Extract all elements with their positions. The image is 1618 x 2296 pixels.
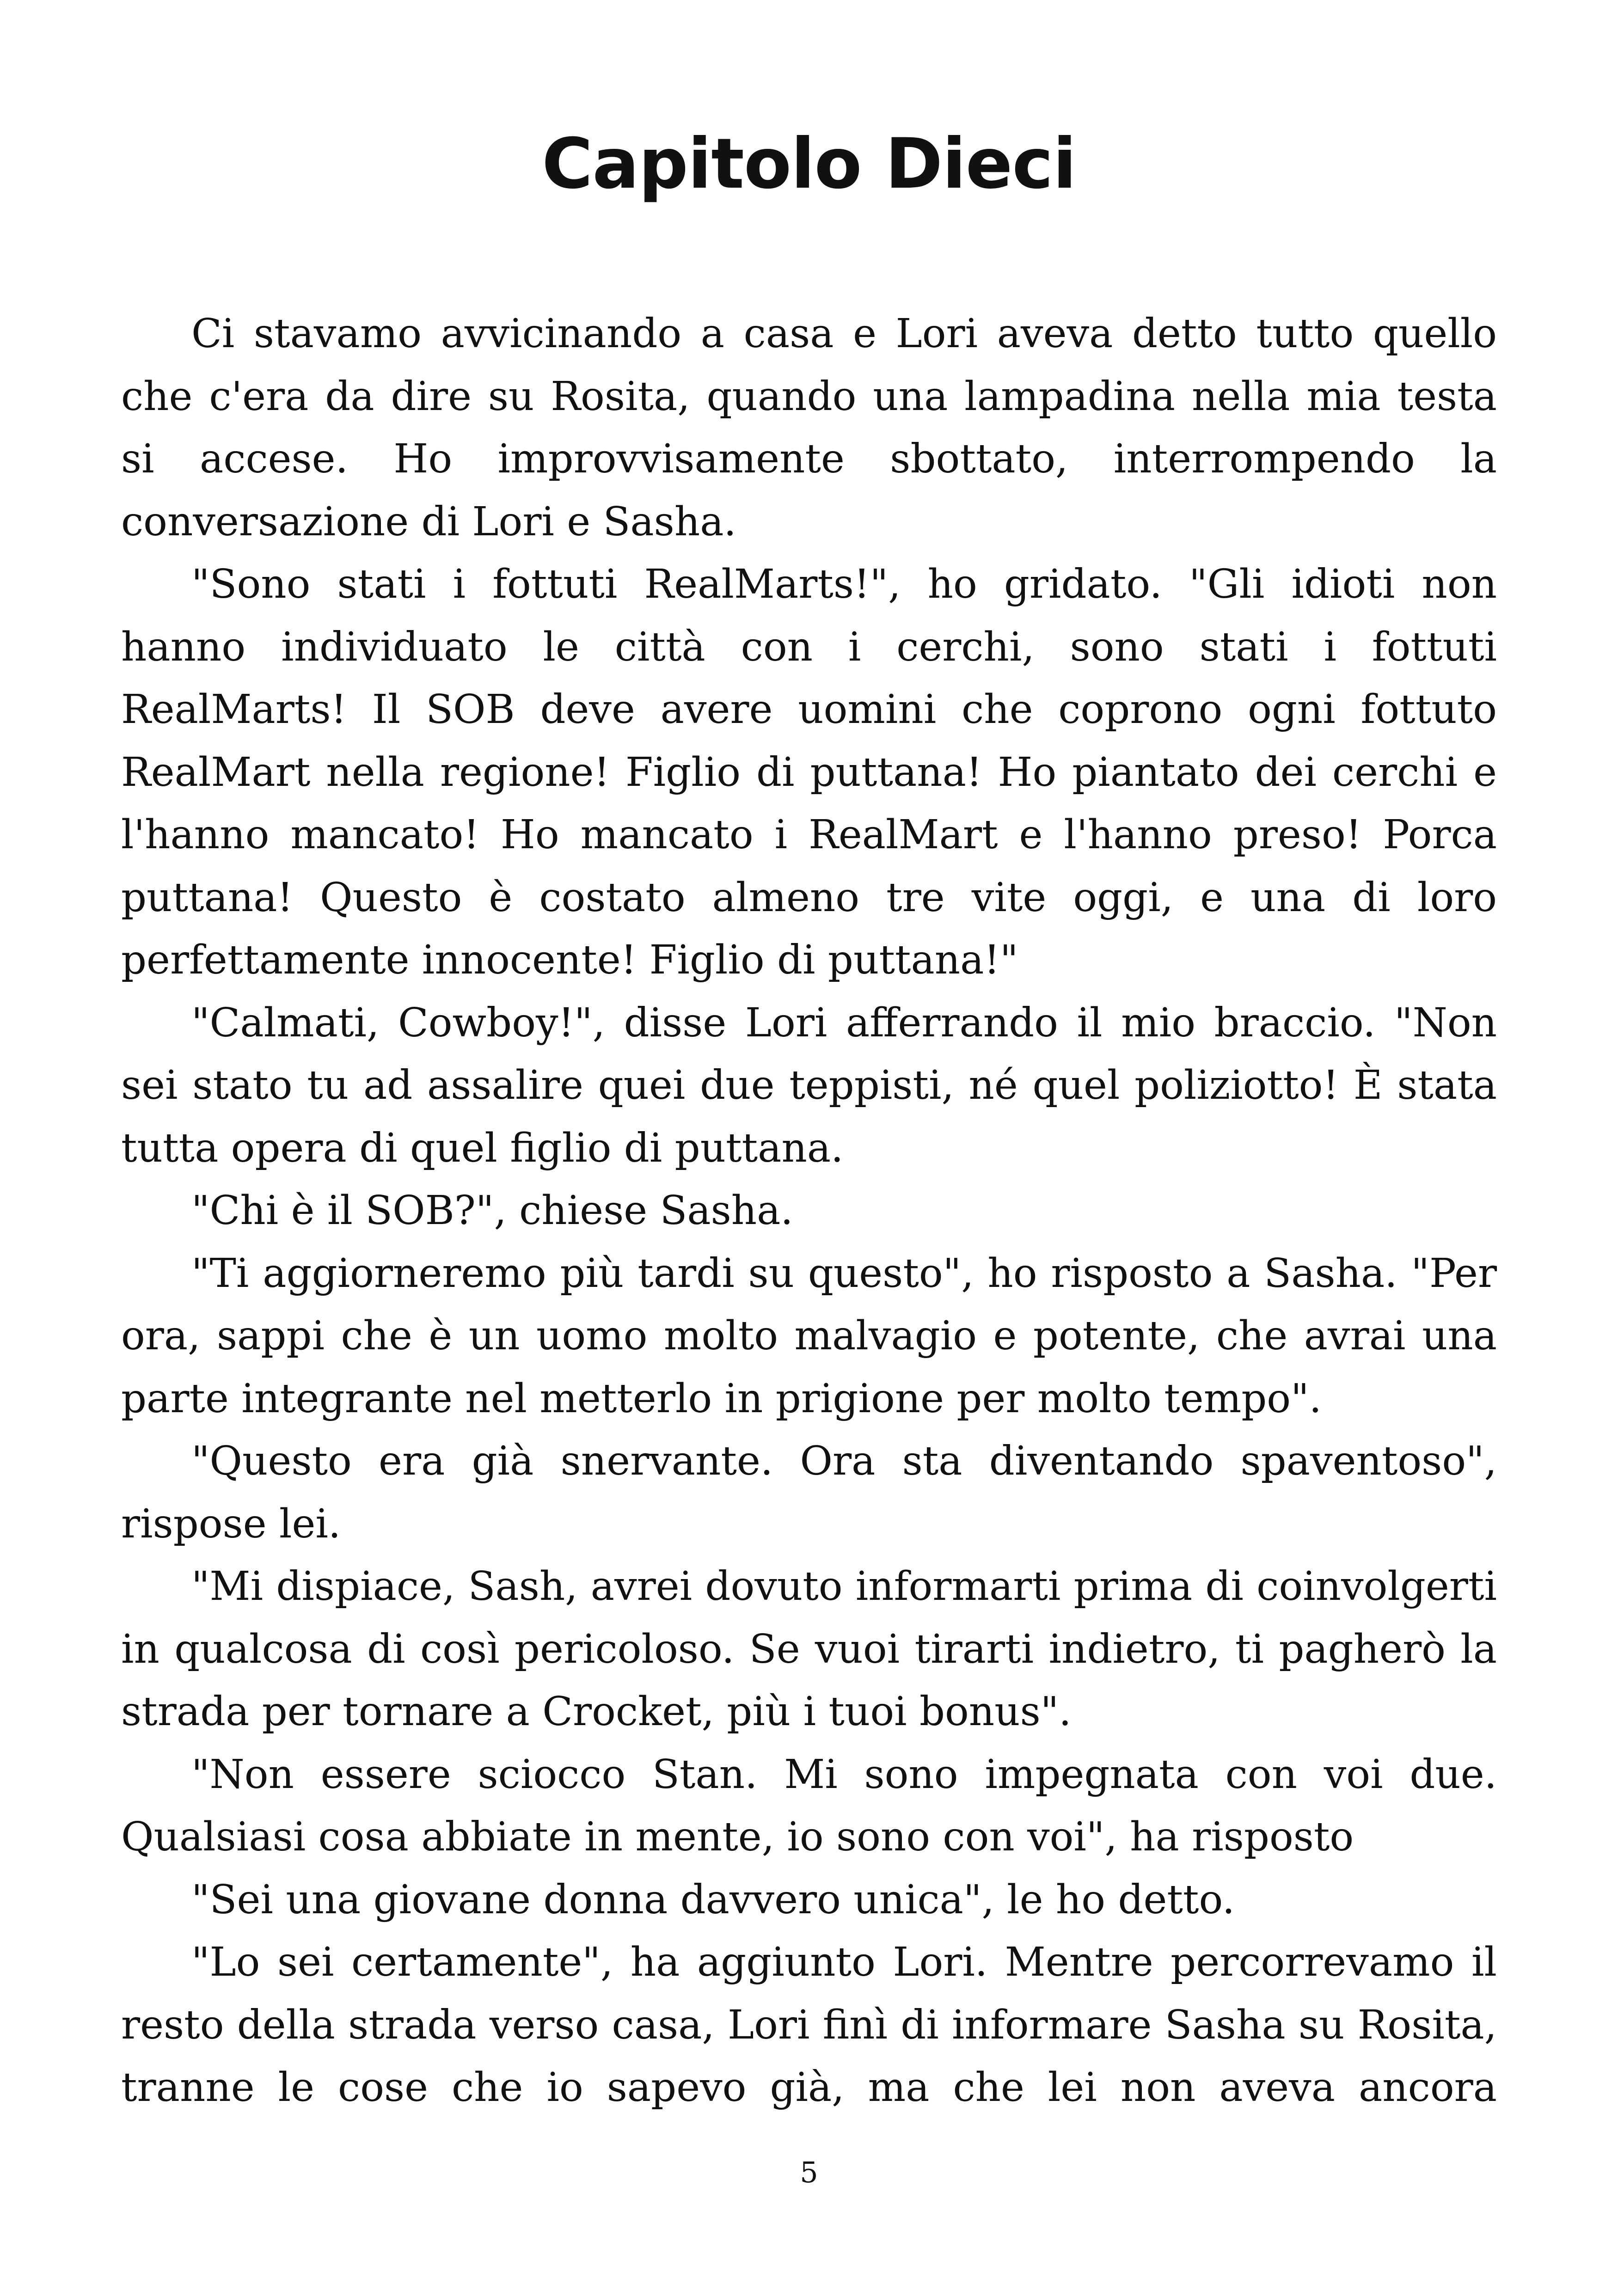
chapter-title: Capitolo Dieci <box>542 124 1076 204</box>
page-number: 5 <box>800 2155 818 2189</box>
paragraph: "Sei una giovane donna davvero unica", le ho detto. <box>191 1876 1235 1923</box>
chapter-body <box>121 303 1497 2119</box>
paragraph: "Chi è il SOB?", chiese Sasha. <box>191 1188 793 1234</box>
paragraph: "Calmati, Cowboy!", disse Lori afferrando il mio braccio. "Non sei stato tu ad assalire quei due teppisti, né quel poliziotto! È stata tutta opera di quel figlio di puttana. <box>121 999 1497 1171</box>
paragraph: Ci stavamo avvicinando a casa e Lori aveva detto tutto quello che c'era da dire su Rosita, quando una lampadina nella mia testa si accese. Ho improvvisamente sbottato, interrompendo la conversazione di Lori e Sasha. <box>121 311 1497 545</box>
paragraph: "Questo era già snervante. Ora sta diventando spaventoso", rispose lei. <box>121 1438 1497 1547</box>
paragraph: "Ti aggiorneremo più tardi su questo", ho risposto a Sasha. "Per ora, sappi che è un uomo molto malvagio e potente, che avrai una parte integrante nel metterlo in prigione per molto tempo". <box>121 1250 1497 1422</box>
paragraph: "Sono stati i fottuti RealMarts!", ho gridato. "Gli idioti non hanno individuato le città con i cerchi, sono stati i fottuti RealMarts! Il SOB deve avere uomini che coprono ogni fottuto RealMart nella regione! Figlio di puttana! Ho piantato dei cerchi e l'hanno mancato! Ho mancato i RealMart e l'hanno preso! Porca puttana! Questo è costato almeno tre vite oggi, e una di loro perfettamente innocente! Figlio di puttana!" <box>121 561 1497 983</box>
paragraph: "Lo sei certamente", ha aggiunto Lori. Mentre percorrevamo il resto della strada verso casa, Lori finì di informare Sasha su Rosita, tranne le cose che io sapevo già, ma che lei non aveva ancora <box>121 1939 1497 2111</box>
paragraph: "Non essere sciocco Stan. Mi sono impegnata con voi due. Qualsiasi cosa abbiate in mente, io sono con voi", ha risposto <box>121 1751 1497 1860</box>
paragraph: "Mi dispiace, Sash, avrei dovuto informarti prima di coinvolgerti in qualcosa di così pericoloso. Se vuoi tirarti indietro, ti pagherò la strada per tornare a Crocket, più i tuoi bonus". <box>121 1563 1497 1735</box>
